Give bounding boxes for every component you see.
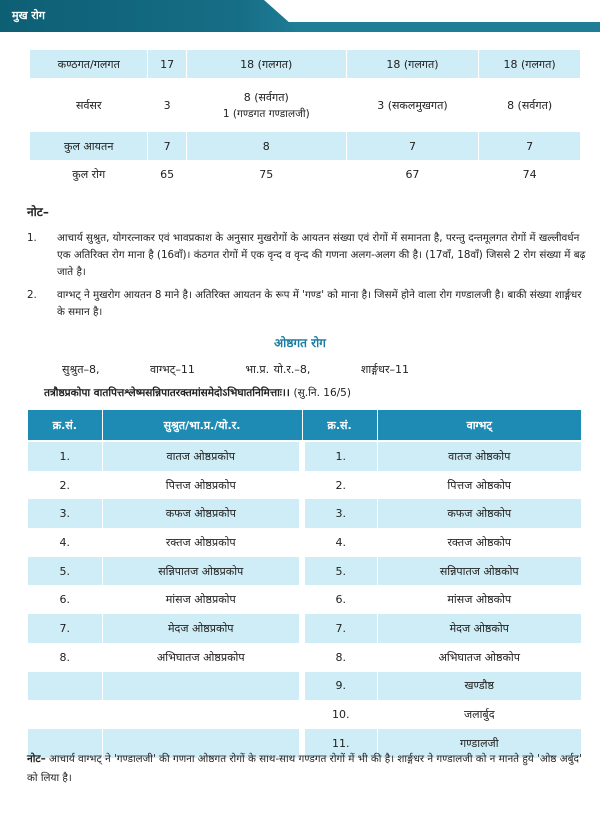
count-item: शार्ङ्गधर–11 <box>360 363 409 376</box>
note-item <box>27 230 587 281</box>
column-header: क्र.सं. <box>28 410 102 441</box>
table-cell: 7 <box>148 132 186 160</box>
table-cell: 7 <box>479 132 580 160</box>
table-cell: 65 <box>148 160 186 188</box>
table-cell: 3 (सकलमुखगत) <box>346 78 479 132</box>
column-header: सुश्रुत/भा.प्र./यो.र. <box>102 410 302 441</box>
table-cell: 7 <box>346 132 479 160</box>
table-cell: सन्निपातज ओष्ठप्रकोप <box>102 557 302 586</box>
table-cell: वातज ओष्ठकोप <box>377 441 581 471</box>
chapter-title: मुख रोग <box>12 9 45 22</box>
table-cell: सन्निपातज ओष्ठकोप <box>377 557 581 586</box>
oshtha-roga-table <box>28 410 581 758</box>
table-row <box>28 471 581 500</box>
table-cell: कफज ओष्ठप्रकोप <box>102 499 302 528</box>
table-row <box>28 528 581 557</box>
table-cell: 9. <box>302 672 377 701</box>
table-cell: 5. <box>302 557 377 586</box>
table-cell: मांसज ओष्ठकोप <box>377 585 581 614</box>
table-cell: 6. <box>302 585 377 614</box>
table-cell: 8. <box>28 643 102 672</box>
note-heading: नोट– <box>27 205 49 219</box>
cell-main-text: 8 (सर्वगत) <box>243 90 289 104</box>
table-cell: 8 <box>186 132 346 160</box>
table-cell: 7. <box>302 614 377 643</box>
table-cell <box>28 672 102 701</box>
note-text: वाग्भट् ने मुखरोग आयतन 8 माने है। अतिरिक्त आयतन के रूप में 'गण्ड' को माना है। जिसमें होने वाला रोग गण्डालजी है। बाकी संख्या शार्ङ्गधर के समान है। <box>57 289 582 318</box>
table-cell: 3 <box>148 78 186 132</box>
row-label: सर्वसर <box>30 78 148 132</box>
table-cell: 17 <box>148 50 186 78</box>
table-cell <box>102 700 302 729</box>
row-label: कण्ठगत/गलगत <box>30 50 148 78</box>
section-title: ओष्ठगत रोग <box>274 336 326 350</box>
table-cell <box>102 672 302 701</box>
table-cell: 67 <box>346 160 479 188</box>
table-row <box>28 557 581 586</box>
notes-list <box>27 230 587 327</box>
author-counts <box>62 362 455 377</box>
table-row <box>30 50 580 78</box>
table-cell: वातज ओष्ठप्रकोप <box>102 441 302 471</box>
shloka <box>44 386 351 400</box>
bottom-note-label: नोट– <box>27 753 46 765</box>
count-item: भा.प्र. यो.र.–8, <box>245 363 311 376</box>
table-cell: 5. <box>28 557 102 586</box>
table-cell: 75 <box>186 160 346 188</box>
table-cell: अभिघातज ओष्ठप्रकोप <box>102 643 302 672</box>
bottom-note <box>27 750 587 788</box>
table-cell <box>186 78 346 132</box>
table-row <box>28 585 581 614</box>
table-row <box>28 499 581 528</box>
column-header: वाग्भट् <box>377 410 581 441</box>
shloka-text: तत्रौष्ठप्रकोपा वातपित्तश्लेष्मसन्निपातरक्तमांसमेदोऽभिघातनिमित्ताः।। <box>44 387 290 399</box>
count-item: सुश्रुत–8, <box>62 363 100 376</box>
table-cell: 1. <box>28 441 102 471</box>
mukha-roga-summary-table <box>30 50 580 188</box>
table-cell: मेदज ओष्ठकोप <box>377 614 581 643</box>
table-row <box>28 700 581 729</box>
table-cell: 8. <box>302 643 377 672</box>
table-cell: मेदज ओष्ठप्रकोप <box>102 614 302 643</box>
count-item: वाग्भट्–11 <box>150 363 195 376</box>
table-cell: 11. <box>302 729 377 758</box>
table-cell: 1. <box>302 441 377 471</box>
note-text: आचार्य सुश्रुत, योगरत्नाकर एवं भावप्रकाश के अनुसार मुखरोगों के आयतन संख्या एवं रोगों में समानता है, परन्तु दन्तमूलगत रोगों में खल्लीवर्धन एक अतिरिक्त रोग माना है (16वाँ)। कंठगत रोगों में एक वृन्द व वृन्द की गणना अलग-अलग की है। (17वाँ, 18वाँ) जिससे 2 रोग संख्या में बढ़ जाते है। <box>57 232 586 278</box>
table-row <box>28 441 581 471</box>
table-cell: कफज ओष्ठकोप <box>377 499 581 528</box>
table-cell: अभिघातज ओष्ठकोप <box>377 643 581 672</box>
table-cell: 3. <box>302 499 377 528</box>
table-cell: 8 (सर्वगत) <box>479 78 580 132</box>
table-row <box>30 160 580 188</box>
table-cell: मांसज ओष्ठप्रकोप <box>102 585 302 614</box>
table-cell: 2. <box>28 471 102 500</box>
table-cell: 2. <box>302 471 377 500</box>
table-cell: 7. <box>28 614 102 643</box>
table-cell: 18 (गलगत) <box>479 50 580 78</box>
table-cell: खण्डौष्ठ <box>377 672 581 701</box>
table-row <box>30 132 580 160</box>
table-row <box>28 672 581 701</box>
table-cell: 18 (गलगत) <box>346 50 479 78</box>
table-cell: 4. <box>28 528 102 557</box>
page-number: 255 <box>559 9 582 23</box>
table-cell: 10. <box>302 700 377 729</box>
row-label: कुल रोग <box>30 160 148 188</box>
table-cell: जलार्बुद <box>377 700 581 729</box>
shloka-reference: (सु.नि. 16/5) <box>293 387 351 399</box>
header-tab <box>0 0 300 32</box>
column-header: क्र.सं. <box>302 410 377 441</box>
note-number: 2. <box>27 289 37 301</box>
page-header <box>0 0 600 32</box>
table-cell: 6. <box>28 585 102 614</box>
table-cell: पित्तज ओष्ठप्रकोप <box>102 471 302 500</box>
table-cell: 74 <box>479 160 580 188</box>
table-header-row <box>28 410 581 441</box>
table-cell: 3. <box>28 499 102 528</box>
table-cell: 18 (गलगत) <box>186 50 346 78</box>
table-row <box>28 614 581 643</box>
table-cell: गण्डालजी <box>377 729 581 758</box>
table-cell: रक्तज ओष्ठप्रकोप <box>102 528 302 557</box>
table-cell: रक्तज ओष्ठकोप <box>377 528 581 557</box>
table-cell: पित्तज ओष्ठकोप <box>377 471 581 500</box>
table-row <box>30 78 580 132</box>
bottom-note-text: आचार्य वाग्भट् ने 'गण्डालजी' की गणना ओष्ठगत रोगों के साथ-साथ गण्डगत रोगों में भी की है। शार्ङ्गधर ने गण्डालजी को न मानते हुये 'ओष्ठ अर्बुद' को लिया है। <box>27 753 582 784</box>
table-cell <box>28 700 102 729</box>
note-number: 1. <box>27 232 37 244</box>
note-item <box>27 287 587 321</box>
cell-sub-text: 1 (गण्डगत गण्डालजी) <box>222 107 310 120</box>
row-label: कुल आयतन <box>30 132 148 160</box>
table-cell: 4. <box>302 528 377 557</box>
table-row <box>28 643 581 672</box>
